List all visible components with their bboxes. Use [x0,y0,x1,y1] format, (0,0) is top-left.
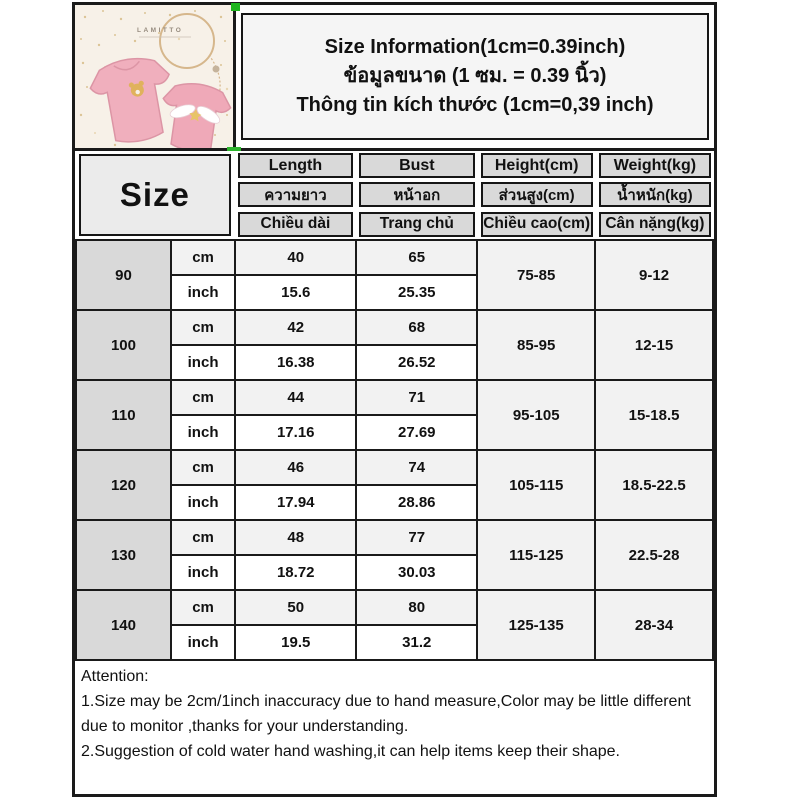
unit-cell-cm: cm [171,520,235,555]
weight-100: 12-15 [595,310,713,380]
attention-heading: Attention: [81,668,149,685]
bust-inch-140: 31.2 [356,625,477,660]
attention-section [75,661,714,794]
bust-cm-140: 80 [356,590,477,625]
col-header-length-vi: Chiều dài [238,212,353,237]
height-100: 85-95 [477,310,595,380]
length-inch-120: 17.94 [235,485,356,520]
col-header-height-vi: Chiều cao(cm) [481,212,593,237]
size-header-label: Size [79,154,231,236]
weight-90: 9-12 [595,240,713,310]
bust-cm-120: 74 [356,450,477,485]
length-cm-130: 48 [235,520,356,555]
attention-note: 2.Suggestion of cold water hand washing,it can help items keep their shape. [81,743,620,760]
unit-cell-inch: inch [171,485,235,520]
title-box [241,13,709,140]
col-header-weight-vi: Cân nặng(kg) [599,212,711,237]
brand-text: LAMITTO [137,27,184,34]
size-cell-130: 130 [76,520,171,590]
col-header-height-th: ส่วนสูง(cm) [481,182,593,207]
col-header-bust [356,151,477,180]
product-photo [75,5,236,148]
col-header-length-en: Length [238,153,353,178]
height-130: 115-125 [477,520,595,590]
weight-130: 22.5-28 [595,520,713,590]
green-artifact-top [231,3,240,11]
unit-cell-inch: inch [171,625,235,660]
header-table [75,151,714,239]
table-row [76,590,713,625]
col-header-height-en: Height(cm) [481,153,593,178]
title-thai: ข้อมูลขนาด (1 ซม. = 0.39 นิ้ว) [343,65,607,87]
weight-120: 18.5-22.5 [595,450,713,520]
col-header-weight [596,151,714,180]
height-110: 95-105 [477,380,595,450]
table-row [76,310,713,345]
unit-cell-inch: inch [171,415,235,450]
bust-inch-110: 27.69 [356,415,477,450]
length-cm-100: 42 [235,310,356,345]
charm [213,66,220,73]
weight-140: 28-34 [595,590,713,660]
table-row [76,450,713,485]
unit-cell-cm: cm [171,380,235,415]
bust-inch-90: 25.35 [356,275,477,310]
unit-cell-inch: inch [171,275,235,310]
unit-cell-cm: cm [171,590,235,625]
col-header-bust-vi: Trang chủ [359,212,474,237]
height-120: 105-115 [477,450,595,520]
content-frame [72,2,717,797]
weight-110: 15-18.5 [595,380,713,450]
bust-cm-100: 68 [356,310,477,345]
bust-inch-100: 26.52 [356,345,477,380]
col-header-weight-th: น้ำหนัก(kg) [599,182,711,207]
length-cm-140: 50 [235,590,356,625]
length-inch-90: 15.6 [235,275,356,310]
length-inch-140: 19.5 [235,625,356,660]
col-header-bust-en: Bust [359,153,474,178]
length-cm-120: 46 [235,450,356,485]
col-header-bust-th: หน้าอก [359,182,474,207]
table-row [76,380,713,415]
size-cell-100: 100 [76,310,171,380]
unit-cell-cm: cm [171,310,235,345]
length-inch-110: 17.16 [235,415,356,450]
col-header-height [478,151,596,180]
length-inch-130: 18.72 [235,555,356,590]
title-english: Size Information(1cm=0.39inch) [324,36,626,58]
col-header-length [235,151,356,180]
bust-inch-130: 30.03 [356,555,477,590]
bust-cm-110: 71 [356,380,477,415]
size-data-table [75,239,714,661]
size-cell-120: 120 [76,450,171,520]
unit-cell-inch: inch [171,345,235,380]
product-photo-illustration [75,5,233,148]
title-vietnamese: Thông tin kích thước (1cm=0,39 inch) [296,94,654,116]
top-section [75,5,714,151]
unit-cell-cm: cm [171,450,235,485]
size-cell-90: 90 [76,240,171,310]
size-cell-110: 110 [76,380,171,450]
table-row [76,240,713,275]
height-140: 125-135 [477,590,595,660]
length-cm-90: 40 [235,240,356,275]
title-area [236,5,714,148]
bust-cm-130: 77 [356,520,477,555]
col-header-weight-en: Weight(kg) [599,153,711,178]
bust-cm-90: 65 [356,240,477,275]
unit-cell-cm: cm [171,240,235,275]
attention-note: 1.Size may be 2cm/1inch inaccuracy due to hand measure,Color may be little different due to monitor ,thanks for your understanding. [81,693,691,735]
unit-cell-inch: inch [171,555,235,590]
length-inch-100: 16.38 [235,345,356,380]
bust-inch-120: 28.86 [356,485,477,520]
size-header-cell [75,151,235,239]
size-cell-140: 140 [76,590,171,660]
table-row [76,520,713,555]
length-cm-110: 44 [235,380,356,415]
col-header-length-th: ความยาว [238,182,353,207]
green-artifact-bottom [227,147,241,151]
height-90: 75-85 [477,240,595,310]
